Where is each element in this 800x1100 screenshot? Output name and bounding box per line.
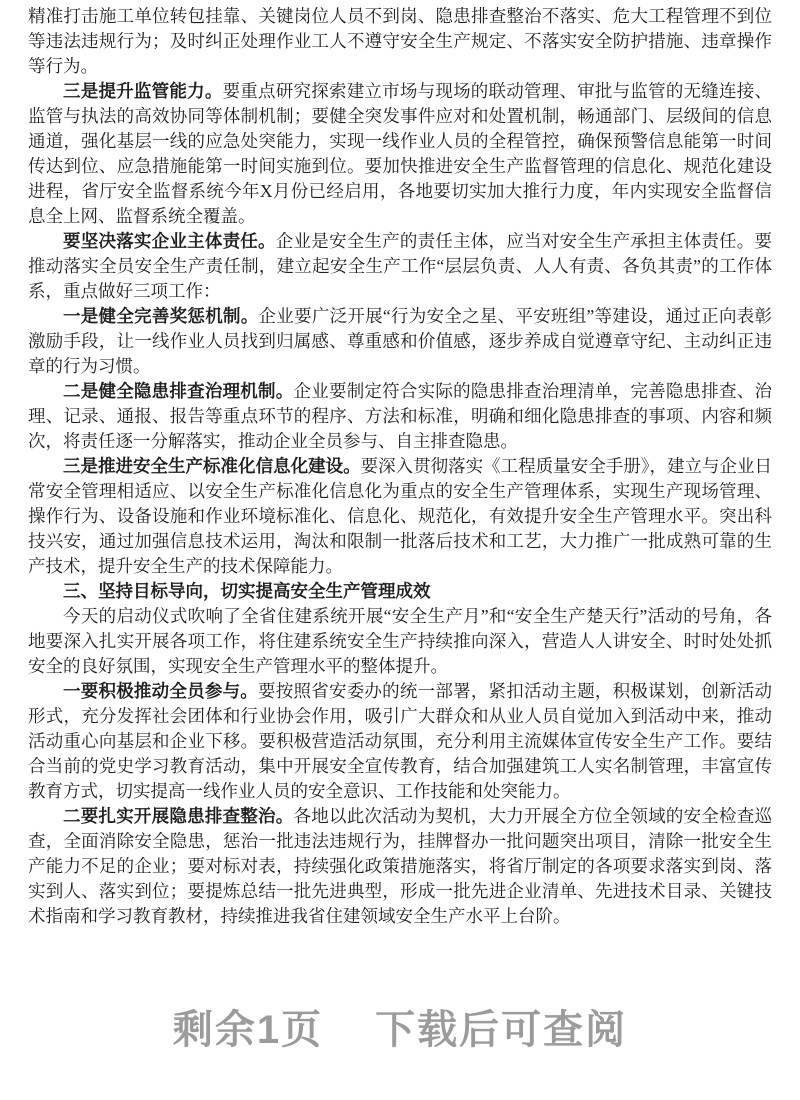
paragraph-lead: 二要扎实开展隐患排查整治。 bbox=[63, 806, 294, 826]
paragraph: 今天的启动仪式吹响了全省住建系统开展“安全生产月”和“安全生产楚天行”活动的号角，各地要深入扎实开展各项工作，将住建系统安全生产持续推向深入，营造人人讲安全、时时处处抓安全的良好氛围，实现安全生产管理水平的整体提升。 bbox=[28, 606, 772, 676]
paragraph-lead: 三是提升监管能力。 bbox=[63, 81, 223, 101]
paragraph: 精准打击施工单位转包挂靠、关键岗位人员不到岗、隐患排查整治不落实、危大工程管理不到位等违法违规行为；及时纠正处理作业工人不遵守安全生产规定、不落实安全防护措施、违章操作等行为。 bbox=[28, 6, 772, 76]
paragraph: 要坚决落实企业主体责任。企业是安全生产的责任主体，应当对安全生产承担主体责任。要推动落实全员安全生产责任制，建立起安全生产工作“层层负责、人人有责、各负其责”的工作体系，重点做好三项工作： bbox=[28, 231, 773, 301]
download-banner bbox=[0, 998, 800, 1055]
download-hint-label: 下载后可查阅 bbox=[375, 1008, 628, 1052]
remaining-pages-label: 剩余1页 bbox=[172, 1008, 324, 1052]
paragraph-lead: 二是健全隐患排查治理机制。 bbox=[63, 381, 294, 401]
paragraph-lead: 一要积极推动全员参与。 bbox=[63, 681, 259, 701]
paragraph-lead: 三、坚持目标导向，切实提高安全生产管理成效 bbox=[63, 581, 431, 601]
paragraph-lead: 要坚决落实企业主体责任。 bbox=[63, 231, 276, 251]
section-heading bbox=[28, 579, 772, 604]
paragraph: 三是提升监管能力。要重点研究探索建立市场与现场的联动管理、审批与监管的无缝连接、监管与执法的高效协同等体制机制；要健全突发事件应对和处置机制，畅通部门、层级间的信息通道，强化基层一线的应急处突能力，实现一线作业人员的全程管控，确保预警信息能第一时间传达到位、应急措施能第一时间实施到位。要加快推进安全生产监督管理的信息化、规范化建设进程，省厅安全监督系统今年X月份已经启用，各地要切实加大推行力度，年内实现安全监督信息全上网、监督系统全覆盖。 bbox=[28, 81, 772, 226]
paragraph: 二要扎实开展隐患排查整治。各地以此次活动为契机，大力开展全方位全领域的安全检查巡查，全面消除安全隐患，惩治一批违法违规行为，挂牌督办一批问题突出项目，清除一批安全生产能力不足的企业；要对标对表，持续强化政策措施落实，将省厅制定的各项要求落实到岗、落实到人、落实到位；要提炼总结一批先进典型，形成一批先进企业清单、先进技术目录、关键技术指南和学习教育教材，持续推进我省住建领域安全生产水平上台阶。 bbox=[28, 806, 772, 926]
paragraph: 一要积极推动全员参与。要按照省安委办的统一部署，紧扣活动主题，积极谋划，创新活动形式，充分发挥社会团体和行业协会作用，吸引广大群众和从业人员自觉加入到活动中来，推动活动重心向基层和企业下移。要积极营造活动氛围，充分利用主流媒体宣传安全生产工作。要结合当前的党史学习教育活动，集中开展安全宣传教育，结合加强建筑工人实名制管理，丰富宣传教育方式，切实提高一线作业人员的安全意识、工作技能和处突能力。 bbox=[28, 681, 773, 801]
paragraph-lead: 一是健全完善奖惩机制。 bbox=[63, 306, 259, 326]
paragraph: 三是推进安全生产标准化信息化建设。要深入贯彻落实《工程质量安全手册》，建立与企业日常安全管理相适应、以安全生产标准化信息化为重点的安全生产管理体系，实现生产现场管理、操作行为、设备设施和作业环境标准化、信息化、规范化，有效提升安全生产管理水平。突出科技兴安，通过加强信息技术运用，淘汰和限制一批落后技术和工艺，大力推广一批成熟可靠的生产技术，提升安全生产的技术保障能力。 bbox=[28, 456, 773, 576]
paragraph: 一是健全完善奖惩机制。企业要广泛开展“行为安全之星、平安班组”等建设，通过正向表彰激励手段，让一线作业人员找到归属感、尊重感和价值感，逐步养成自觉遵章守纪、主动纠正违章的行为习惯。 bbox=[28, 306, 772, 376]
paragraph-lead: 三是推进安全生产标准化信息化建设。 bbox=[63, 456, 361, 476]
document-body bbox=[28, 4, 772, 929]
paragraph: 二是健全隐患排查治理机制。企业要制定符合实际的隐患排查治理清单，完善隐患排查、治理、记录、通报、报告等重点环节的程序、方法和标准，明确和细化隐患排查的事项、内容和频次，将责任逐一分解落实，推动企业全员参与、自主排查隐患。 bbox=[28, 381, 772, 451]
